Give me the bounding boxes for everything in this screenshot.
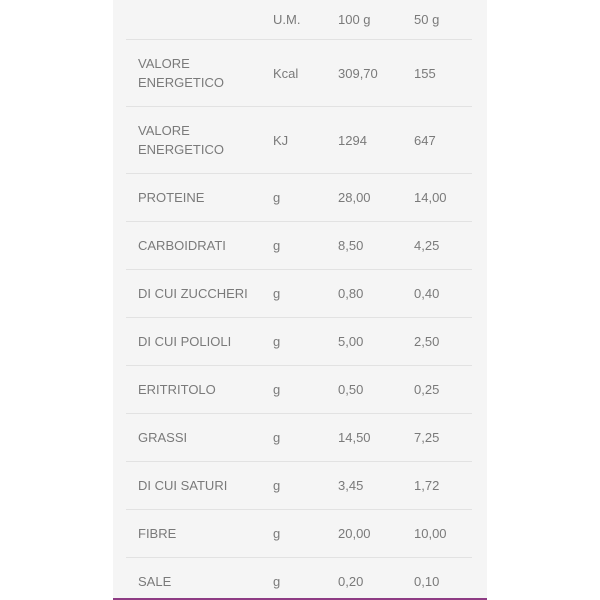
header-name xyxy=(126,0,261,40)
nutrient-name: VALORE ENERGETICO xyxy=(126,40,261,107)
nutrient-per-100g: 28,00 xyxy=(326,174,402,222)
nutrient-per-50g: 0,10 xyxy=(414,573,440,589)
nutrient-name: FIBRE xyxy=(126,510,261,558)
table-header-row xyxy=(126,0,472,40)
nutrient-name: PROTEINE xyxy=(126,174,261,222)
table-row xyxy=(126,366,472,414)
table-row xyxy=(126,107,472,174)
nutrient-per-50g: 4,25 xyxy=(402,222,472,270)
nutrient-unit: g xyxy=(261,366,326,414)
nutrient-name: DI CUI SATURI xyxy=(126,462,261,510)
table-row xyxy=(126,222,472,270)
nutrient-name: DI CUI ZUCCHERI xyxy=(126,270,261,318)
table-row xyxy=(126,462,472,510)
nutrient-per-100g: 0,50 xyxy=(326,366,402,414)
nutrient-name: VALORE ENERGETICO xyxy=(126,107,261,174)
nutrient-unit: g xyxy=(261,318,326,366)
nutrient-per-50g: 0,40 xyxy=(402,270,472,318)
nutrient-per-100g: 14,50 xyxy=(326,414,402,462)
nutrient-name: DI CUI POLIOLI xyxy=(126,318,261,366)
nutrient-name: ERITRITOLO xyxy=(126,366,261,414)
nutrient-unit: g xyxy=(261,462,326,510)
table-row xyxy=(126,40,472,107)
header-per-100g: 100 g xyxy=(326,0,402,40)
nutrient-per-100g: 20,00 xyxy=(326,510,402,558)
header-per-50g: 50 g xyxy=(402,0,472,40)
nutrient-per-50g: 1,72 xyxy=(402,462,472,510)
nutrient-name: SALE xyxy=(138,573,172,589)
nutrient-per-50g: 0,25 xyxy=(402,366,472,414)
nutrient-name: CARBOIDRATI xyxy=(126,222,261,270)
nutrient-unit: g xyxy=(261,174,326,222)
nutrient-per-50g: 155 xyxy=(402,40,472,107)
table-row xyxy=(126,510,472,558)
nutrient-per-50g: 14,00 xyxy=(402,174,472,222)
table-row xyxy=(126,318,472,366)
nutrient-unit: Kcal xyxy=(261,40,326,107)
nutrient-unit: g xyxy=(273,573,281,589)
nutrient-per-50g: 7,25 xyxy=(402,414,472,462)
nutrient-per-100g: 0,80 xyxy=(326,270,402,318)
nutrient-per-100g: 5,00 xyxy=(326,318,402,366)
nutrient-unit: KJ xyxy=(261,107,326,174)
nutrient-unit: g xyxy=(261,222,326,270)
nutrient-per-100g: 8,50 xyxy=(326,222,402,270)
nutrient-per-100g: 0,20 xyxy=(338,573,364,589)
nutrient-unit: g xyxy=(261,510,326,558)
nutrient-per-100g: 3,45 xyxy=(326,462,402,510)
table-row xyxy=(126,174,472,222)
table-row xyxy=(126,414,472,462)
nutrient-name: GRASSI xyxy=(126,414,261,462)
nutrient-per-50g: 2,50 xyxy=(402,318,472,366)
table-row xyxy=(126,558,472,600)
nutrient-per-100g: 1294 xyxy=(326,107,402,174)
nutrient-per-50g: 10,00 xyxy=(402,510,472,558)
nutrient-per-50g: 647 xyxy=(402,107,472,174)
nutrition-table xyxy=(126,0,472,600)
header-unit: U.M. xyxy=(261,0,326,40)
table-row xyxy=(126,270,472,318)
nutrient-unit: g xyxy=(261,414,326,462)
nutrient-unit: g xyxy=(261,270,326,318)
nutrient-per-100g: 309,70 xyxy=(326,40,402,107)
